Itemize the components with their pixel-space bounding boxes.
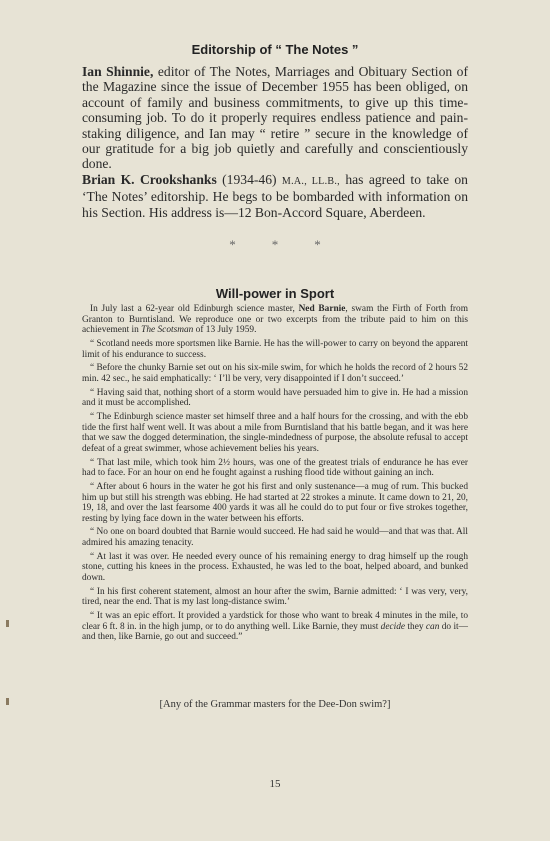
quote-paragraph: “ In his first coherent statement, almost an hour after the swim, Barnie admitted: ‘ I was very, very, tired, near the end. That is my last long-distance swim.’ [82,586,468,608]
quote-paragraph: “ Scotland needs more sportsmen like Barnie. He has the will-power to carry on beyond the apparent limit of his endurance to success. [82,338,468,360]
shinnie-name: Ian Shinnie, [82,64,154,79]
quote-paragraph: “ Before the chunky Barnie set out on his six-mile swim, for which he holds the record of 2 hours 52 min. 42 sec., he said emphatically: ‘ I’ll be very, very disappointed if I don’t succeed.’ [82,363,468,384]
shinnie-paragraph [82,64,468,172]
barnie-name: Ned Barnie [298,304,346,314]
section-separator [0,237,550,253]
scotsman-citation: The Scotsman [141,325,194,336]
willpower-heading: Will-power in Sport [215,286,335,301]
quote-paragraph: “ No one on board doubted that Barnie would succeed. He had said he would—and that was that. All admired his amazing tenacity. [82,527,468,549]
quote-paragraph: “ That last mile, which took him 2½ hours, was one of the greatest trials of endurance he has ever had to face. For an hour on end he fought against a rushing flood tide without gaining an inch. [82,457,468,479]
shinnie-text: editor of The Notes, Marriages and Obituary Section of the Magazine since the issue of December 1955 has been obliged, on account of family and business commitments, to give up this time-consuming job. To do it properly requires endless patience and pain-staking diligence, and Ian may “ retire ” secure in the knowledge of our gratitude for a big job quietly and carefully and conscientiously done. [82,64,468,172]
binding-mark [6,698,9,705]
editorial-footnote: [Any of the Grammar masters for the Dee-Don swim?] [159,699,391,710]
notes-editorship-text [82,64,468,220]
separator-star: * [271,237,279,252]
crookshanks-years: (1934-46) [216,171,282,187]
crookshanks-name: Brian K. Crookshanks [82,171,217,187]
crookshanks-degrees: M.A., LL.B., [281,175,340,187]
willpower-intro: In July last a 62-year old Edinburgh science master, Ned Barnie, swam the Firth of Forth from Granton to Burntisland. We reproduce one or two excerpts from the tribute paid to him on this achievement in The Scotsman of 13 July 1959. [82,304,468,336]
quote-paragraph: “ After about 6 hours in the water he got his first and only sustenance—a mug of rum. This bucked him up but still his strength was ebbing. He had started at 22 strokes a minute. It came down to 21, 20, 19, 18, and over the last fearsome 400 yards it was all he could do to put four or five strokes together, resting by lying face down in the water between his efforts. [82,481,468,524]
separator-star: * [229,237,236,252]
crookshanks-paragraph [82,172,468,220]
quote-paragraph: “ The Edinburgh science master set himself three and a half hours for the crossing, and with the ebb tide the first half went well. It was about a mile from Burntisland that his battle began, and it was here that we saw the dogged determination, the single-mindedness of purpose, the absolute refusal to accept defeat of a great swimmer, whose achievement belies his years. [82,411,468,454]
quote-paragraph: “ At last it was over. He needed every ounce of his remaining energy to drag himself up the rough stone, cutting his knees in the process. Exhausted, he was led to the boat, helped aboard, and bunked down. [82,551,468,584]
page-number: 15 [269,778,281,790]
binding-mark [6,620,9,627]
closing-paragraph: “ It was an epic effort. It provided a yardstick for those who want to break 4 minutes in the mile, to clear 6 ft. 8 in. in the high jump, or to do anything well. Like Barnie, they must decide they can do it—and then, like Barnie, go out and succeed.” [82,611,468,643]
quote-paragraph: “ Having said that, nothing short of a storm would have persuaded him to give in. He had a mission and it must be accomplished. [82,387,468,409]
notes-editorship-heading: Editorship of “ The Notes ” [191,42,359,57]
willpower-text [82,304,468,646]
crookshanks-text: has agreed to take on ‘The Notes’ editorship. He begs to be bombarded with information on his Section. His address is—12 Bon-Accord Square, Aberdeen. [82,171,468,220]
separator-star: * [314,237,321,252]
